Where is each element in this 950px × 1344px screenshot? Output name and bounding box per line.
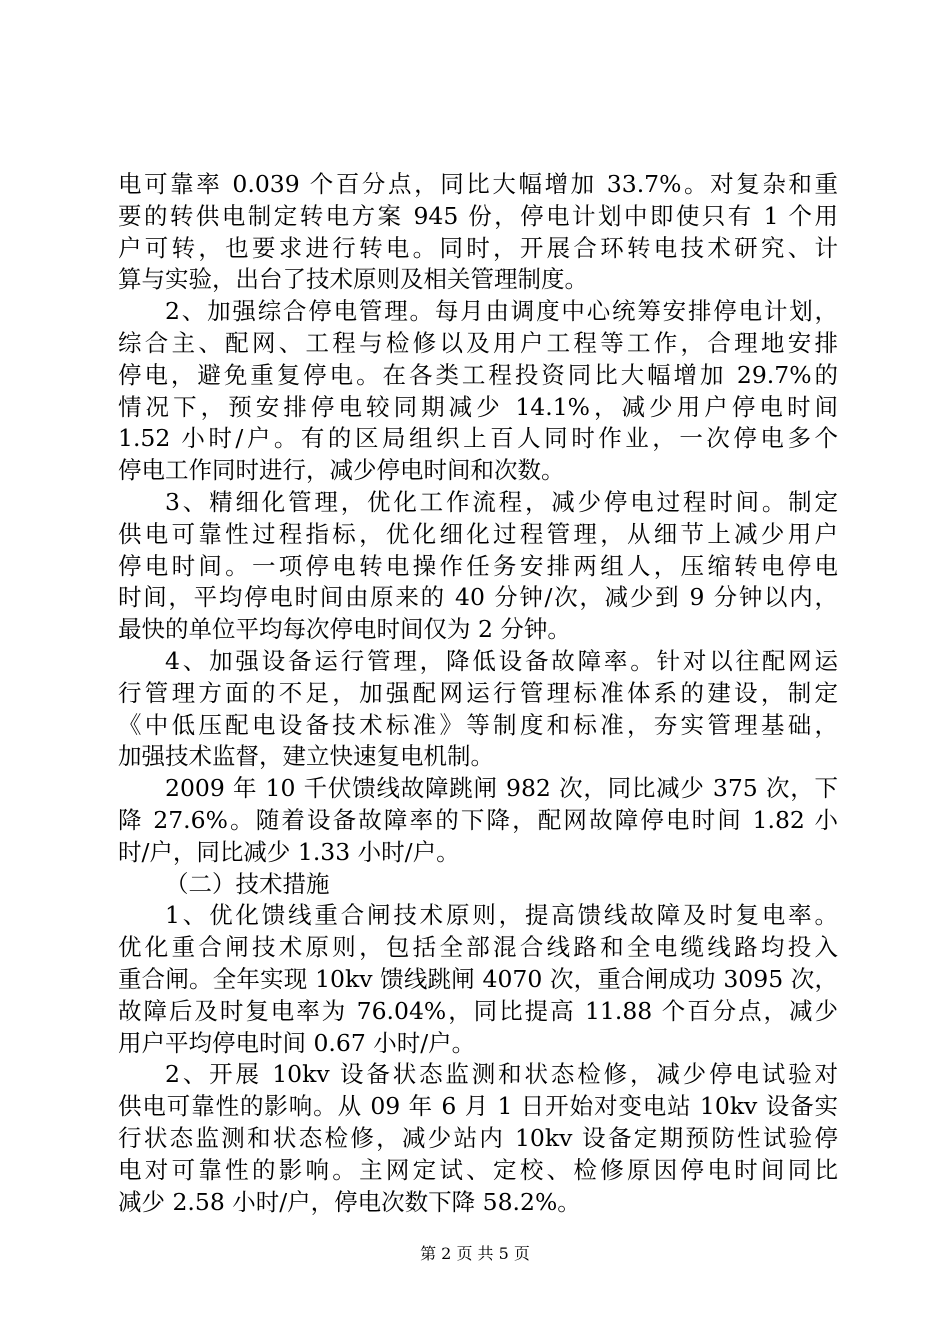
text-line: 停电工作同时进行，减少停电时间和次数。 bbox=[118, 456, 565, 485]
text-line: 1.52 小时/户。有的区局组织上百人同时作业，一次停电多个 bbox=[118, 424, 838, 453]
text-line: 重合闸。全年实现 10kv 馈线跳闸 4070 次，重合闸成功 3095 次， bbox=[118, 964, 838, 993]
text-line: 情况下，预安排停电较同期减少 14.1%，减少用户停电时间 bbox=[118, 392, 838, 421]
text-line: 故障后及时复电率为 76.04%，同比提高 11.88 个百分点，减少 bbox=[118, 996, 838, 1025]
text-line: 供电可靠性的影响。从 09 年 6 月 1 日开始对变电站 10kv 设备实 bbox=[118, 1092, 838, 1121]
document-body bbox=[118, 169, 838, 1218]
text-line: 2、开展 10kv 设备状态监测和状态检修，减少停电试验对 bbox=[165, 1060, 838, 1089]
text-line: 降 27.6%。随着设备故障率的下降，配网故障停电时间 1.82 小 bbox=[118, 805, 838, 834]
text-line: 停电，避免重复停电。在各类工程投资同比大幅增加 29.7%的 bbox=[118, 360, 838, 389]
text-line: 3、精细化管理，优化工作流程，减少停电过程时间。制定 bbox=[165, 487, 838, 516]
text-line: 2、加强综合停电管理。每月由调度中心统筹安排停电计划， bbox=[165, 297, 838, 326]
text-line: 电可靠率 0.039 个百分点，同比大幅增加 33.7%。对复杂和重 bbox=[118, 170, 838, 198]
text-line: 时/户，同比减少 1.33 小时/户。 bbox=[118, 837, 460, 866]
text-line: 要的转供电制定转电方案 945 份，停电计划中即使只有 1 个用 bbox=[118, 201, 838, 230]
text-line: 行状态监测和状态检修，减少站内 10kv 设备定期预防性试验停 bbox=[118, 1123, 838, 1152]
text-line: 户可转，也要求进行转电。同时，开展合环转电技术研究、计 bbox=[118, 233, 838, 262]
text-line: 《中低压配电设备技术标准》等制度和标准，夯实管理基础， bbox=[118, 710, 838, 739]
text-line: 电对可靠性的影响。主网定试、定校、检修原因停电时间同比 bbox=[118, 1155, 838, 1184]
text-line: 综合主、配网、工程与检修以及用户工程等工作，合理地安排 bbox=[118, 328, 838, 357]
text-line: 加强技术监督，建立快速复电机制。 bbox=[118, 742, 494, 771]
text-line: 停电时间。一项停电转电操作任务安排两组人，压缩转电停电 bbox=[118, 551, 838, 580]
text-line: 算与实验，出台了技术原则及相关管理制度。 bbox=[118, 265, 588, 294]
text-line: 减少 2.58 小时/户，停电次数下降 58.2%。 bbox=[118, 1187, 581, 1216]
text-line: 1、优化馈线重合闸技术原则，提高馈线故障及时复电率。 bbox=[165, 901, 838, 930]
text-line: 时间，平均停电时间由原来的 40 分钟/次，减少到 9 分钟以内， bbox=[118, 583, 838, 612]
text-line: 4、加强设备运行管理，降低设备故障率。针对以往配网运 bbox=[165, 646, 838, 675]
text-line: 2009 年 10 千伏馈线故障跳闸 982 次，同比减少 375 次，下 bbox=[165, 774, 838, 803]
text-line: 用户平均停电时间 0.67 小时/户。 bbox=[118, 1028, 476, 1057]
text-line: 最快的单位平均每次停电时间仅为 2 分钟。 bbox=[118, 615, 571, 644]
text-line: 供电可靠性过程指标，优化细化过程管理，从细节上减少用户 bbox=[118, 519, 838, 548]
text-line: 行管理方面的不足，加强配网运行管理标准体系的建设，制定 bbox=[118, 678, 838, 707]
page-number-footer: 第 2 页 共 5 页 bbox=[420, 1244, 530, 1263]
text-line: （二）技术措施 bbox=[165, 869, 330, 898]
text-line: 优化重合闸技术原则，包括全部混合线路和全电缆线路均投入 bbox=[118, 933, 838, 962]
